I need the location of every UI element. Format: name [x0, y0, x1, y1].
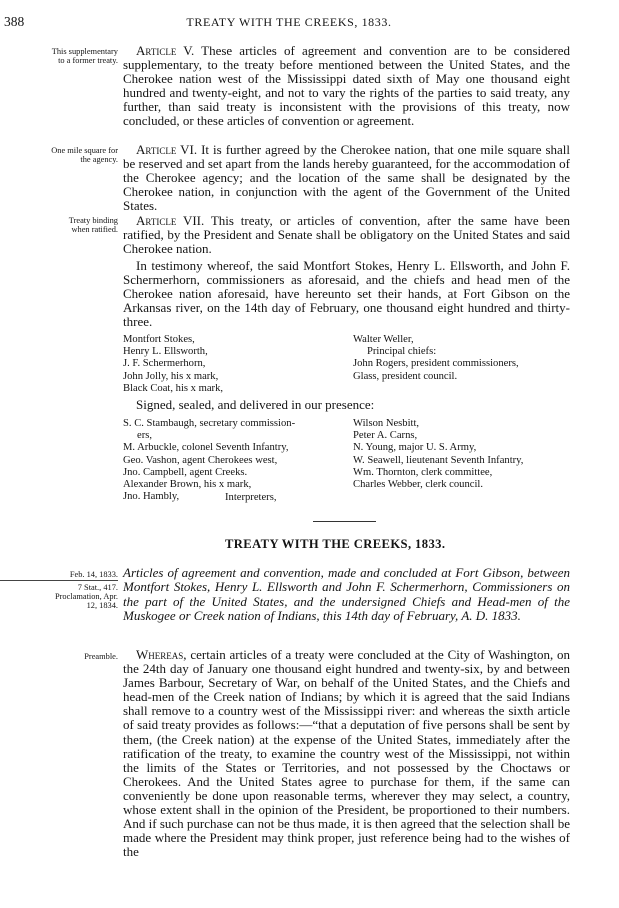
signatory: Henry L. Ellsworth, [123, 346, 208, 358]
article-label: Article VI. [136, 142, 198, 157]
sidenote-line: 12, 1834. [86, 601, 118, 610]
sidenote-line: Proclamation, Apr. [54, 592, 118, 601]
running-title: TREATY WITH THE CREEKS, 1833. [186, 15, 392, 29]
sidenote-line: to a former treaty. [58, 56, 118, 65]
witness: M. Arbuckle, colonel Seventh Infantry, [123, 442, 289, 454]
article-v [123, 44, 570, 129]
article-text: It is further agreed by the Cherokee nation, that one mile square shall be reserved and set apart from the lands hereby guaranteed, for the accommodation of the Cherokee agency; and the location of the same shall be designated by the Cherokee nation, in conjunction with the agent of the Government of the United States. [123, 142, 571, 214]
witness: Wm. Thornton, clerk committee, [353, 466, 493, 478]
section-divider [313, 521, 376, 522]
witnesses-right [353, 418, 523, 491]
witness: Alexander Brown, his x mark, [123, 479, 252, 491]
signatory: Walter Weller, [353, 334, 414, 345]
witness-intro-text: Signed, sealed, and delivered in our presence: [136, 397, 375, 412]
witness: N. Young, major U. S. Army, [353, 442, 477, 454]
signatory: John Jolly, his x mark, [123, 370, 219, 382]
article-vii [123, 214, 570, 256]
witness: Peter A. Carns, [353, 430, 418, 442]
sidenote-preamble: Preamble. [84, 652, 118, 661]
witness: S. C. Stambaugh, secretary commission- [123, 418, 296, 429]
page-number: 388 [4, 14, 25, 29]
article-text: These articles of agreement and convention are to be considered supplementary, to the treaty before mentioned between the United States, and the Cherokee nation west of the Mississippi dated sixth of May one thousand eight hundred and twenty-eight, and not to vary the rights of the parties to said treaty, any further, than said treaty is inconsistent with the provisions of this treaty, now concluded, or these articles of convention or agreement. [123, 43, 570, 129]
interpreters-label: Interpreters, [225, 492, 277, 503]
testimony-paragraph [123, 259, 570, 329]
witness: W. Seawell, lieutenant Seventh Infantry, [353, 454, 524, 466]
sidenote-statute [0, 583, 118, 610]
sidenote-line: the agency. [80, 155, 118, 164]
sidenote-line: One mile square for [51, 146, 118, 155]
witness-intro [123, 398, 570, 412]
article-vi [123, 143, 570, 213]
treaty-title: TREATY WITH THE CREEKS, 1833. [225, 537, 446, 551]
sidenote-supplementary [0, 47, 118, 65]
sidenote-one-mile-square [0, 146, 118, 164]
witnesses-left [123, 418, 295, 503]
article-label: Article VII. [136, 213, 205, 228]
whereas-text: certain articles of a treaty were concluded at the City of Washington, on the 24th day of January one thousand eight hundred and twenty-six, by and between James Barbour, Secretary of War, on behalf of the United States, and the Chiefs and head-men of the Creek nation of Indians; by which it is agreed that the said Indians shall remove to a country west of the Mississippi river: and whereas the sixth article of said treaty provides as follows:—“that a deputation of five persons shall be sent by them, (the Creek nation) at the expense of the United States, immediately after the ratification of the treaty, to examine the country west of the Mississippi, not within the limits of the States or Territories, and not possessed by the Choctaws or Cherokees. [123, 647, 571, 789]
signatory: Glass, president council. [353, 370, 458, 382]
article-label: Article V. [136, 43, 195, 58]
testimony-text: In testimony whereof, the said Montfort Stokes, Henry L. Ellsworth, and John F. Schermerhorn, commissioners as aforesaid, and the chiefs and head men of the Cherokee nation aforesaid, have hereunto set their hands, at Fort Gibson on the Arkansas river, on the 14th day of February, one thousand eight hundred and thirty-three. [123, 258, 570, 330]
sidenote-date: Feb. 14, 1833. [0, 570, 118, 581]
signatures-left [123, 334, 223, 395]
witness: Wilson Nesbitt, [353, 418, 420, 429]
treaty-description: Articles of agreement and convention, made and concluded at Fort Gibson, between Montfort Stokes, Henry L. Ellsworth and John F. Schermerhorn, Commissioners on the part of the United States, and the undersigned Chiefs and Head-men of the Muskogee or Creek nation of Indians, this 14th day of February, A. D. 1833. [123, 565, 570, 623]
article-text: This treaty, or articles of convention, after the same have been ratified, by the President and Senate shall be obligatory on the United States and said Cherokee nation. [123, 213, 571, 257]
witness: Jno. Campbell, agent Creeks. [123, 466, 248, 478]
witness: Geo. Vashon, agent Cherokees west, [123, 454, 278, 466]
sidenote-line: 7 Stat., 417. [77, 583, 118, 592]
signatory: Black Coat, his x mark, [123, 382, 224, 394]
preamble-paragraph [123, 648, 570, 859]
signatory: John Rogers, president commissioners, [353, 358, 519, 370]
sidenote-line: Treaty binding [68, 216, 118, 225]
purchase-text: And the United States agree to purchase for them, if the same can conveniently be done upon reasonable terms, wherever they may select, a country, whose extent shall in the opinion of the President, be proportioned to their numbers. And if such purchase can not be thus made, it is then agreed that the selection shall be made where the President may think proper, just reference being had to the wishes of the [123, 773, 570, 860]
signatory: Montfort Stokes, [123, 334, 195, 345]
sidenote-line: when ratified. [71, 225, 118, 234]
signatory-title: Principal chiefs: [367, 346, 437, 358]
running-header [4, 14, 574, 30]
signatures-right [353, 334, 519, 383]
witness: ers, [137, 430, 153, 442]
whereas-word: Whereas, [136, 647, 187, 662]
witness: Charles Webber, clerk council. [353, 479, 484, 491]
sidenote-line: This supplementary [51, 47, 118, 56]
signatory: J. F. Schermerhorn, [123, 358, 206, 370]
witness: Jno. Hambly, [123, 491, 180, 503]
sidenote-treaty-binding [0, 216, 118, 234]
